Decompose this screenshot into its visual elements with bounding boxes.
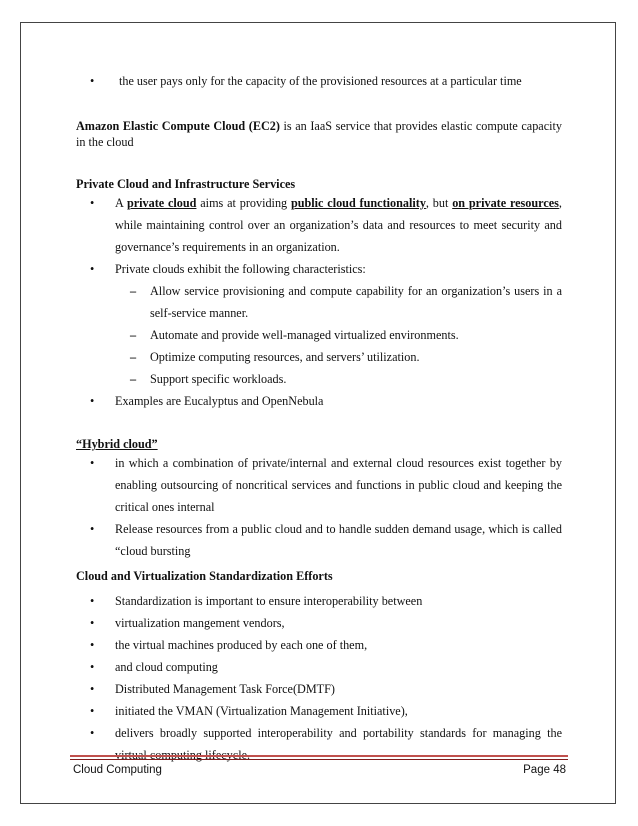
page-number: Page 48	[523, 764, 566, 776]
bullet-marker: •	[90, 456, 95, 470]
hybrid-cloud-heading: “Hybrid cloud”	[76, 437, 158, 451]
standardization-bullet: • Standardization is important to ensure interoperability between	[76, 590, 562, 612]
bullet-marker: •	[90, 638, 95, 652]
standardization-bullet: • Distributed Management Task Force(DMTF)	[76, 678, 562, 700]
bullet-marker: •	[90, 682, 95, 696]
dash-marker: –	[130, 372, 137, 386]
bullet-marker: •	[90, 394, 95, 408]
dash-marker: –	[130, 328, 137, 342]
bullet-marker: •	[90, 522, 95, 536]
standardization-bullet: • virtualization mangement vendors,	[76, 612, 562, 634]
bullet-marker: •	[90, 196, 95, 210]
public-cloud-functionality-term: public cloud functionality	[290, 196, 426, 210]
on-private-resources-term: on private resources	[452, 196, 559, 210]
hybrid-cloud-bullet: • in which a combination of private/internal and external cloud resources exist together by enabling outsourcing of noncritical services and functions in public cloud and keeping the critical ones internal	[76, 452, 562, 518]
bullet-marker: •	[90, 74, 95, 88]
private-cloud-bullet-1: • A private cloud aims at providing public cloud functionality, but on private resources, while maintaining control over an organization’s data and resources to meet security and governance’s requirements in an organization.	[76, 192, 562, 258]
dash-marker: –	[130, 350, 137, 364]
private-cloud-bullet-2: • Private clouds exhibit the following characteristics:	[76, 258, 562, 280]
ec2-text: is an IaaS service that provides elastic compute capacity in the cloud	[76, 119, 562, 149]
characteristic-item: – Optimize computing resources, and servers’ utilization.	[76, 346, 562, 368]
page-content	[76, 70, 562, 766]
bullet-marker: •	[90, 594, 95, 608]
private-cloud-heading: Private Cloud and Infrastructure Services	[76, 177, 296, 191]
bullet-marker: •	[90, 262, 95, 276]
private-cloud-bullet-3: • Examples are Eucalyptus and OpenNebula	[76, 390, 562, 412]
intro-bullet	[76, 70, 562, 92]
standardization-bullet: • initiated the VMAN (Virtualization Management Initiative),	[76, 700, 562, 722]
standardization-bullet: • the virtual machines produced by each one of them,	[76, 634, 562, 656]
ec2-paragraph	[76, 118, 562, 150]
footer-rule-dark	[70, 759, 568, 760]
ec2-term: Amazon Elastic Compute Cloud (EC2)	[76, 119, 280, 133]
standardization-bullet: • delivers broadly supported interoperability and portability standards for managing the	[76, 722, 562, 766]
standardization-bullet: • and cloud computing	[76, 656, 562, 678]
page-footer	[73, 764, 566, 782]
bullet-marker: •	[90, 726, 95, 740]
private-cloud-term: private cloud	[126, 196, 197, 210]
footer-title: Cloud Computing	[73, 764, 162, 776]
footer-rule-light	[70, 755, 568, 757]
characteristic-item: – Allow service provisioning and compute capability for an organization’s users in a self-service manner.	[76, 280, 562, 324]
characteristic-item: – Automate and provide well-managed virtualized environments.	[76, 324, 562, 346]
intro-bullet-text: the user pays only for the capacity of the provisioned resources at a particular time	[119, 74, 522, 88]
standardization-heading: Cloud and Virtualization Standardization Efforts	[76, 569, 333, 583]
characteristic-item: – Support specific workloads.	[76, 368, 562, 390]
bullet-marker: •	[90, 616, 95, 630]
bullet-marker: •	[90, 704, 95, 718]
dash-marker: –	[130, 284, 137, 298]
hybrid-cloud-bullet: • Release resources from a public cloud and to handle sudden demand usage, which is called “cloud bursting	[76, 518, 562, 562]
bullet-marker: •	[90, 660, 95, 674]
